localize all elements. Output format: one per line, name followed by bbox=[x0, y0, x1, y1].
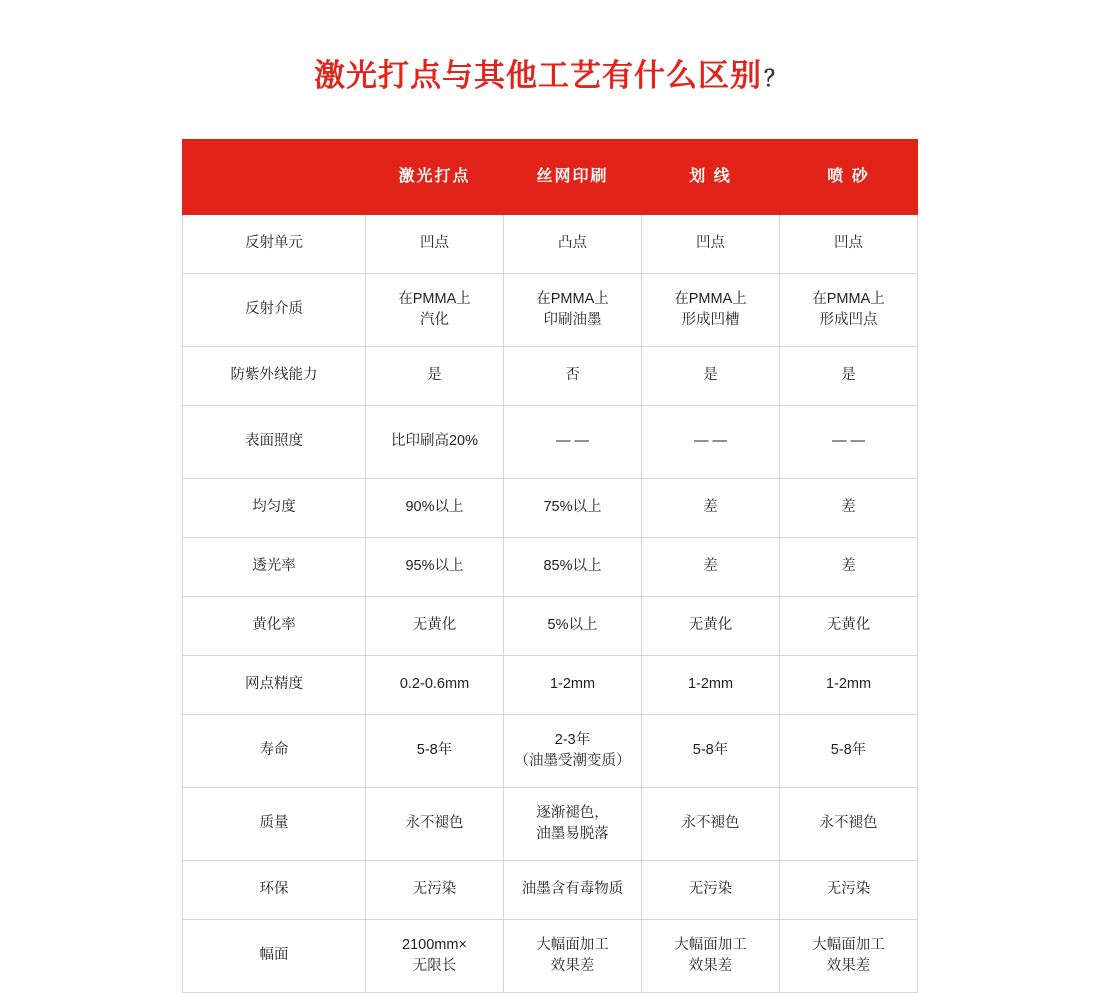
table-cell bbox=[504, 860, 642, 919]
table-cell bbox=[642, 214, 780, 273]
table-cell bbox=[780, 596, 918, 655]
comparison-table bbox=[182, 139, 918, 993]
table-cell-line: 2-3年 bbox=[554, 731, 591, 748]
table-cell-line: 无污染 bbox=[688, 881, 733, 898]
table-cell bbox=[780, 787, 918, 860]
table-cell-line: — — bbox=[693, 433, 728, 450]
table-cell-line: 差 bbox=[703, 499, 718, 516]
table-cell-line: 永不褪色 bbox=[681, 815, 740, 832]
table-cell bbox=[366, 214, 504, 273]
table-cell-line: 1-2mm bbox=[687, 676, 734, 693]
table-header bbox=[183, 139, 918, 214]
table-cell-line: 1-2mm bbox=[549, 676, 596, 693]
table-cell-line: 效果差 bbox=[688, 957, 733, 974]
table-cell-line: 凹点 bbox=[696, 235, 725, 252]
table-row bbox=[183, 478, 918, 537]
table-cell-line: 5-8年 bbox=[830, 742, 867, 759]
table-row-header: 表面照度 bbox=[183, 405, 366, 478]
table-cell bbox=[366, 919, 504, 992]
table-cell bbox=[780, 214, 918, 273]
table-cell-line: 凹点 bbox=[420, 235, 449, 252]
table-cell-line: 油墨含有毒物质 bbox=[521, 881, 624, 898]
page-title-wrap bbox=[0, 0, 1100, 139]
table-cell bbox=[366, 655, 504, 714]
table-row-header: 反射单元 bbox=[183, 214, 366, 273]
table-row-header: 质量 bbox=[183, 787, 366, 860]
table-cell-line: 是 bbox=[427, 367, 442, 384]
table-header-cell-laser-dot: 激光打点 bbox=[366, 139, 504, 214]
table-cell-line: 效果差 bbox=[550, 957, 595, 974]
table-cell-line: 在PMMA上 bbox=[536, 290, 609, 307]
table-cell-line: 差 bbox=[703, 558, 718, 575]
table-cell bbox=[504, 405, 642, 478]
table-cell bbox=[642, 537, 780, 596]
page-title-question-mark: ？ bbox=[763, 65, 786, 91]
table-cell-line: 汽化 bbox=[420, 311, 449, 328]
table-cell-line: 无黄化 bbox=[412, 617, 457, 634]
table-cell-line: 凹点 bbox=[834, 235, 863, 252]
table-row bbox=[183, 655, 918, 714]
table-cell-line: 85%以上 bbox=[543, 558, 602, 575]
table-cell bbox=[780, 273, 918, 346]
table-cell bbox=[504, 919, 642, 992]
table-cell bbox=[642, 346, 780, 405]
table-cell bbox=[642, 860, 780, 919]
table-cell bbox=[642, 919, 780, 992]
table-cell bbox=[642, 596, 780, 655]
table-row bbox=[183, 273, 918, 346]
table-cell bbox=[780, 346, 918, 405]
table-row bbox=[183, 537, 918, 596]
table-row bbox=[183, 860, 918, 919]
table-body bbox=[183, 214, 918, 992]
table-row-header: 网点精度 bbox=[183, 655, 366, 714]
table-cell-line: 75%以上 bbox=[543, 499, 602, 516]
table-header-cell-blank bbox=[183, 139, 366, 214]
table-header-cell-scribing: 划 线 bbox=[642, 139, 780, 214]
table-cell-line: 印刷油墨 bbox=[543, 311, 602, 328]
table-cell-line: 凸点 bbox=[558, 235, 587, 252]
table-row bbox=[183, 346, 918, 405]
table-cell bbox=[642, 478, 780, 537]
table-cell bbox=[366, 273, 504, 346]
table-cell-line: — — bbox=[555, 433, 590, 450]
table-cell bbox=[504, 787, 642, 860]
table-row bbox=[183, 405, 918, 478]
table-row bbox=[183, 714, 918, 787]
table-cell bbox=[504, 346, 642, 405]
table-cell bbox=[642, 273, 780, 346]
table-cell-line: 否 bbox=[565, 367, 580, 384]
table-row bbox=[183, 787, 918, 860]
table-cell bbox=[366, 346, 504, 405]
table-cell bbox=[642, 655, 780, 714]
table-cell-line: 无黄化 bbox=[826, 617, 871, 634]
page-title bbox=[314, 57, 786, 94]
table-cell-line: — — bbox=[831, 433, 866, 450]
table-cell-line: 5-8年 bbox=[692, 742, 729, 759]
table-cell bbox=[780, 860, 918, 919]
table-cell bbox=[504, 478, 642, 537]
table-cell-line: 是 bbox=[841, 367, 856, 384]
table-cell bbox=[780, 655, 918, 714]
table-cell bbox=[504, 714, 642, 787]
table-header-row bbox=[183, 139, 918, 214]
table-cell-line: 95%以上 bbox=[405, 558, 464, 575]
table-cell-line: 无黄化 bbox=[688, 617, 733, 634]
table-cell bbox=[366, 537, 504, 596]
table-cell bbox=[780, 405, 918, 478]
table-row-header: 环保 bbox=[183, 860, 366, 919]
table-cell bbox=[366, 405, 504, 478]
table-cell-line: 是 bbox=[703, 367, 718, 384]
table-cell-line: 大幅面加工 bbox=[812, 936, 885, 953]
table-cell-line: 逐渐褪色， bbox=[536, 804, 609, 821]
table-cell-line: 形成凹槽 bbox=[681, 311, 740, 328]
table-cell-line: 无污染 bbox=[412, 881, 457, 898]
table-cell-line: 0.2-0.6mm bbox=[399, 676, 470, 693]
table-cell-line: 比印刷高20% bbox=[390, 433, 479, 450]
table-cell-line: （油墨受潮变质） bbox=[514, 752, 631, 769]
table-cell bbox=[642, 714, 780, 787]
table-cell-line: 5%以上 bbox=[547, 617, 598, 634]
table-cell-line: 在PMMA上 bbox=[398, 290, 471, 307]
table-cell bbox=[504, 214, 642, 273]
table-cell-line: 油墨易脱落 bbox=[536, 825, 609, 842]
table-cell bbox=[780, 537, 918, 596]
table-cell-line: 无限长 bbox=[412, 957, 457, 974]
table-cell-line: 效果差 bbox=[826, 957, 871, 974]
table-row-header: 黄化率 bbox=[183, 596, 366, 655]
table-row-header: 均匀度 bbox=[183, 478, 366, 537]
table-cell bbox=[366, 860, 504, 919]
table-cell-line: 5-8年 bbox=[416, 742, 453, 759]
table-row-header: 透光率 bbox=[183, 537, 366, 596]
table-cell bbox=[504, 273, 642, 346]
table-cell-line: 差 bbox=[841, 499, 856, 516]
table-cell bbox=[504, 655, 642, 714]
table-cell bbox=[642, 405, 780, 478]
table-cell-line: 在PMMA上 bbox=[812, 290, 885, 307]
table-cell-line: 1-2mm bbox=[825, 676, 872, 693]
table-cell-line: 永不褪色 bbox=[405, 815, 464, 832]
table-cell-line: 差 bbox=[841, 558, 856, 575]
table-row bbox=[183, 919, 918, 992]
table-cell bbox=[780, 478, 918, 537]
table-row bbox=[183, 214, 918, 273]
table-row-header: 寿命 bbox=[183, 714, 366, 787]
table-cell-line: 无污染 bbox=[826, 881, 871, 898]
table-cell bbox=[780, 919, 918, 992]
table-row-header: 幅面 bbox=[183, 919, 366, 992]
table-row-header: 防紫外线能力 bbox=[183, 346, 366, 405]
table-cell bbox=[504, 596, 642, 655]
table-cell-line: 永不褪色 bbox=[819, 815, 878, 832]
table-cell bbox=[366, 596, 504, 655]
table-cell-line: 形成凹点 bbox=[819, 311, 878, 328]
table-cell-line: 在PMMA上 bbox=[674, 290, 747, 307]
table-row bbox=[183, 596, 918, 655]
table-cell bbox=[366, 478, 504, 537]
table-cell bbox=[366, 714, 504, 787]
table-cell bbox=[366, 787, 504, 860]
table-cell bbox=[780, 714, 918, 787]
table-cell-line: 大幅面加工 bbox=[674, 936, 747, 953]
table-cell-line: 90%以上 bbox=[405, 499, 464, 516]
table-cell bbox=[642, 787, 780, 860]
table-cell bbox=[504, 537, 642, 596]
table-header-cell-sandblasting: 喷 砂 bbox=[780, 139, 918, 214]
table-cell-line: 大幅面加工 bbox=[536, 936, 609, 953]
table-row-header: 反射介质 bbox=[183, 273, 366, 346]
page-title-text: 激光打点与其他工艺有什么区别 bbox=[313, 57, 762, 93]
table-cell-line: 2100mm× bbox=[402, 936, 467, 953]
table-header-cell-screen-printing: 丝网印刷 bbox=[504, 139, 642, 214]
